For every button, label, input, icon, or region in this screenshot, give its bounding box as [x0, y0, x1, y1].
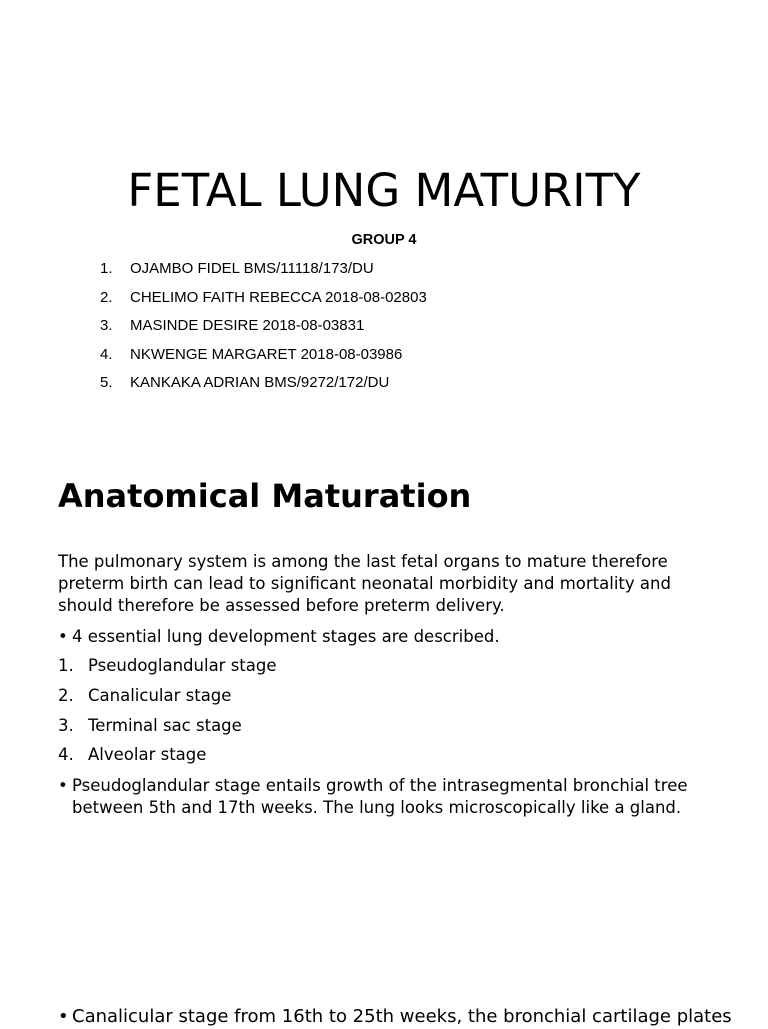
bullet-marker: •	[58, 1006, 69, 1027]
group-label: GROUP 4	[351, 232, 417, 248]
bullet-item	[58, 775, 708, 819]
stage-number: 2.	[58, 685, 74, 705]
stage-text: Alveolar stage	[88, 745, 207, 765]
member-number: 3.	[100, 317, 113, 334]
stage-text: Terminal sac stage	[88, 715, 242, 735]
member-text: CHELIMO FAITH REBECCA 2018-08-02803	[130, 288, 427, 306]
bullet-item	[58, 626, 738, 648]
section-heading: Anatomical Maturation	[58, 477, 472, 515]
stage-item	[58, 685, 277, 715]
bullet-item	[58, 1005, 768, 1029]
member-number: 1.	[100, 260, 113, 277]
member-text: KANKAKA ADRIAN BMS/9272/172/DU	[130, 374, 390, 391]
intro-paragraph: The pulmonary system is among the last fetal organs to mature therefore preterm birth can lead to significant neonatal morbidity and mortality and should therefore be assessed before preterm delivery.	[58, 552, 671, 615]
stage-text: Pseudoglandular stage	[88, 656, 277, 675]
bullet-marker: •	[58, 627, 68, 646]
stage-item	[58, 655, 277, 685]
bullet-text: Pseudoglandular stage entails growth of the intrasegmental bronchial tree between 5th and 17th weeks. The lung looks microscopically like a gland.	[72, 776, 688, 817]
member-number: 5.	[100, 374, 113, 391]
stage-number: 1.	[58, 656, 74, 675]
member-text: MASINDE DESIRE 2018-08-03831	[130, 317, 365, 334]
member-number: 4.	[100, 345, 113, 363]
member-number: 2.	[100, 288, 113, 306]
stage-item	[58, 715, 277, 745]
bullet-text: Canalicular stage from 16th to 25th weeks, the bronchial cartilage plates	[72, 1006, 732, 1027]
stage-number: 3.	[58, 715, 74, 735]
member-text: NKWENGE MARGARET 2018-08-03986	[130, 345, 403, 363]
stage-number: 4.	[58, 745, 74, 765]
presentation-title: FETAL LUNG MATURITY	[127, 164, 641, 217]
stage-text: Canalicular stage	[88, 685, 232, 705]
bullet-marker: •	[58, 776, 68, 795]
bullet-text: 4 essential lung development stages are described.	[72, 627, 500, 646]
stage-list	[58, 655, 277, 774]
stage-item	[58, 744, 277, 774]
member-text: OJAMBO FIDEL BMS/11118/173/DU	[130, 260, 374, 277]
